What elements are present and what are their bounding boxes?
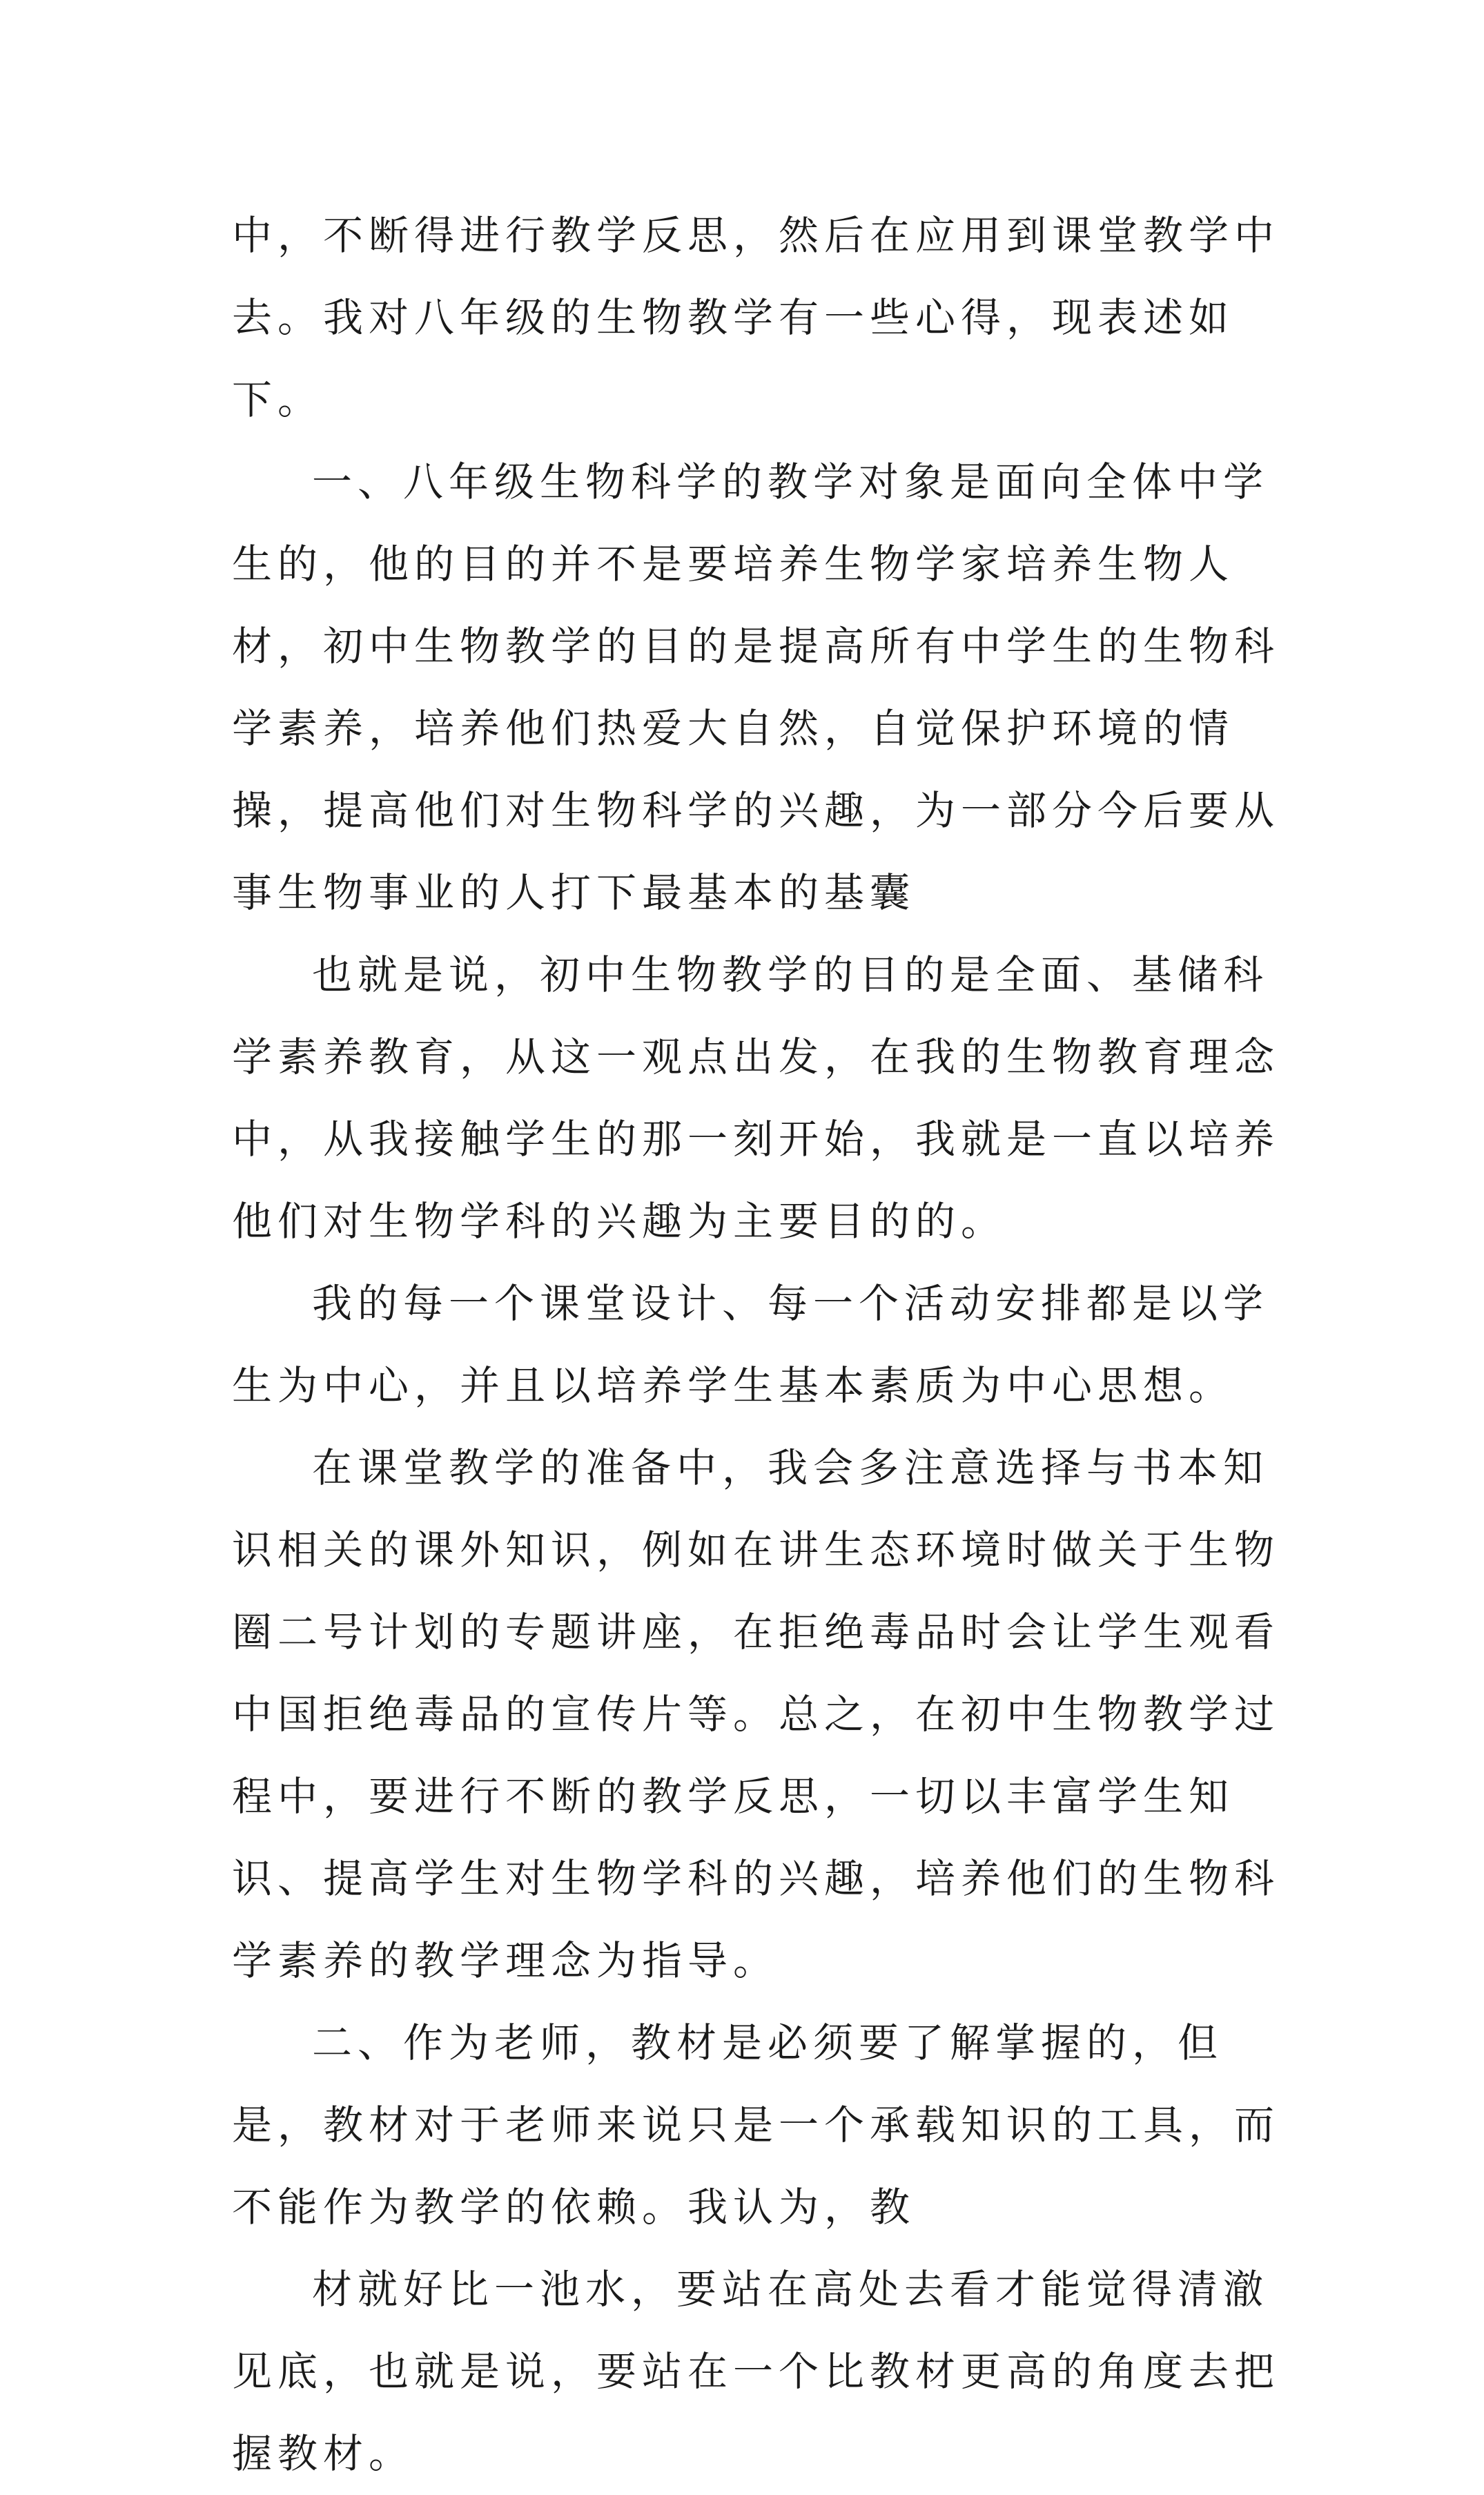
document-body: [232, 195, 1281, 2495]
paragraph-1: 中，不断得进行教学反思，然后在应用到课堂教学中去。我对八年级的生物教学有一些心得，现表述如下。: [232, 212, 1280, 423]
paragraph-5: 在课堂教学的准备中，我会多注意选择与书本知识相关的课外知识，例如在讲生态环境时做关于生物圈二号计划的专题讲座，在拒绝毒品时会让学生观看中国拒绝毒品的宣传片等。总之，在初中生物教学过程中，要进行不断的教学反思，一切以丰富学生知识、提高学生对生物学科的兴趣，培养他们的生物科学素养的教学理念为指导。: [232, 1444, 1280, 1984]
paragraph-6: 二、作为老师，教材是必须要了解掌握的，但是，教材对于老师来说只是一个承载知识的工具，而不能作为教学的依赖。我认为，教: [232, 2019, 1280, 2231]
paragraph-4: 我的每一个课堂设计、每一个活动安排都是以学生为中心，并且以培养学生基本素质为中心思想。: [232, 1280, 1269, 1409]
paragraph-7: 材就好比一池水，要站在高处去看才能觉得清澈见底，也就是说，要站在一个比教材更高的角度去把握教材。: [232, 2266, 1280, 2477]
paragraph-2: 一、八年级生物科学的教学对象是面向全体中学生的，他的目的并不是要培养生物学家培养生物人材，初中生物教学的目的是提高所有中学生的生物科学素养，培养他们热爱大自然，自觉保护环境的情操，提高他们对生物科学的兴趣，为一部分今后要从事生物事业的人打下最基本的基囊: [232, 458, 1280, 916]
paragraph-3: 也就是说，初中生物教学的目的是全面、基储科学素养教育，从这一观点出发，在我的生物教育理念中，从我接触学生的那一刻开始，我就是一直以培养他们对生物学科的兴趣为主要目的的。: [232, 951, 1280, 1245]
